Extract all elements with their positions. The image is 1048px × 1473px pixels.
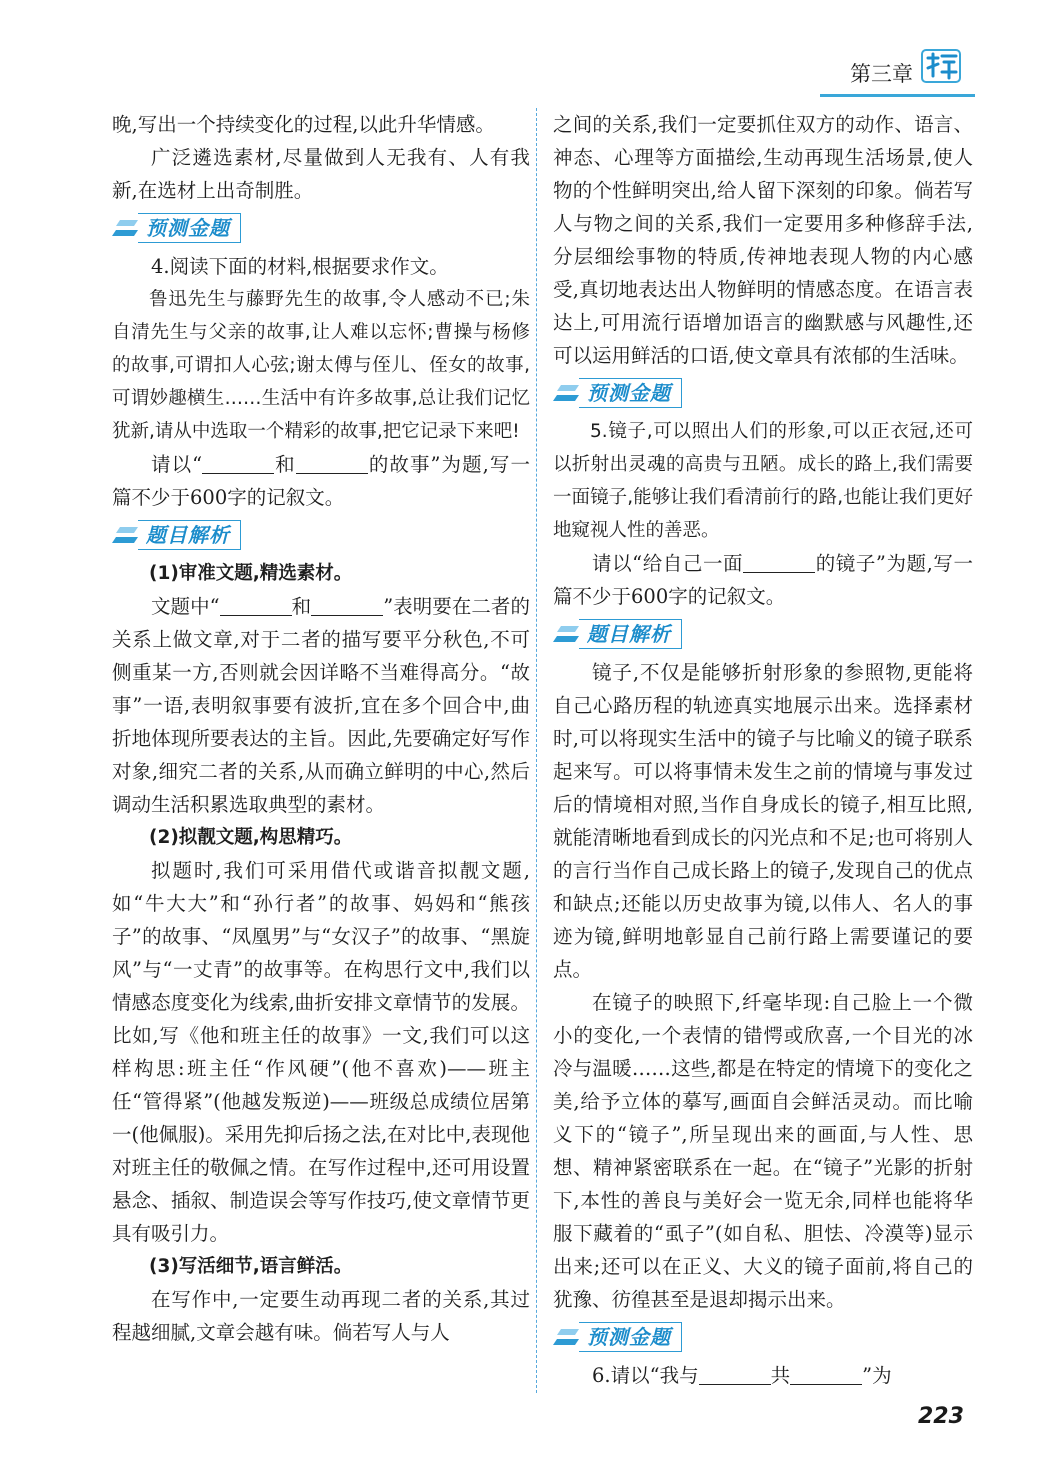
question-material: 5.镜子,可以照出人们的形象,可以正衣冠,还可以折射出灵魂的高贵与丑陋。成长的路上,我们需要一面镜子,能够让我们看清前行的路,也能让我们更好地窥视人性的善恶。: [553, 421, 973, 541]
text-fragment: 和: [291, 595, 312, 618]
stripes-icon: [112, 216, 138, 240]
section-heading-forecast: [553, 1319, 973, 1353]
left-column: [112, 108, 530, 1349]
paragraph: 拟题时,我们可采用借代或谐音拟靓文题,如“牛大大”和“孙行者”的故事、妈妈和“熊孩子”的故事、“凤凰男”与“女汉子”的故事、“黑旋风”与“一丈青”的故事等。在构思行文中,我们以情感态度变化为线索,曲折安排文章情节的发展。比如,写《他和班主任的故事》一文,我们可以这样构思:班主任“作风硬”(他不喜欢)——班主任“管得紧”(他越发叛逆)——班级总成绩位居第一(他佩服)。采用先抑后扬之法,在对比中,表现他对班主任的敬佩之情。在写作过程中,还可用设置悬念、插叙、制造误会等写作技巧,使文章情节更具有吸引力。: [112, 859, 530, 1245]
section-title: 预测金题: [587, 381, 671, 405]
fill-blank: [296, 451, 368, 474]
question-prompt: [553, 1359, 973, 1392]
text-fragment: 文题中“: [151, 595, 220, 618]
tanjiu-logo-icon: [920, 46, 964, 86]
text-fragment: 共: [770, 1364, 791, 1387]
fill-blank: [202, 451, 274, 474]
paragraph: 之间的关系,我们一定要抓住双方的动作、语言、神态、心理等方面描绘,生动再现生活场景,使人物的个性鲜明突出,给人留下深刻的印象。倘若写人与物之间的关系,我们一定要用多种修辞手法,分层细绘事物的特质,传神地表现人物的内心感受,真切地表达出人物鲜明的情感态度。在语言表达上,可用流行语增加语言的幽默感与风趣性,还可以运用鲜活的口语,使文章具有浓郁的生活味。: [553, 113, 973, 367]
section-title-box: [579, 1322, 682, 1352]
question-material: 鲁迅先生与藤野先生的故事,令人感动不已;朱自清先生与父亲的故事,让人难以忘怀;曹操与杨修的故事,可谓扣人心弦;谢太傅与侄儿、侄女的故事,可谓妙趣横生……生活中有许多故事,总让我们记忆犹新,请从中选取一个精彩的故事,把它记录下来吧!: [112, 289, 530, 442]
text-fragment: 的故事”为题,写一篇不少于600字的记叙文。: [112, 453, 530, 509]
section-title-box: [579, 378, 682, 408]
paragraph: 在写作中,一定要生动再现二者的关系,其过程越细腻,文章会越有味。倘若写人与人: [112, 1288, 530, 1344]
fill-blank: [743, 550, 815, 573]
section-heading-analysis: [112, 517, 530, 551]
fill-blank: [220, 593, 292, 616]
paragraph: 在镜子的映照下,纤毫毕现:自己脸上一个微小的变化,一个表情的错愕或欣喜,一个目光的冰冷与温暖……这些,都是在特定的情境下的变化之美,给予立体的摹写,画面自会鲜活灵动。而比喻义下的“镜子”,所呈现出来的画面,与人性、思想、精神紧密联系在一起。在“镜子”光影的折射下,本性的善良与美好会一览无余,同样也能将华服下藏着的“虱子”(如自私、胆怯、冷漠等)显示出来;还可以在正义、大义的镜子面前,将自己的犹豫、彷徨甚至是退却揭示出来。: [553, 991, 973, 1311]
column-divider: [536, 108, 537, 1393]
right-column: [553, 108, 973, 1392]
subheading: (2)拟靓文题,构思精巧。: [149, 827, 353, 848]
stripes-icon: [112, 523, 138, 547]
section-title-box: [138, 213, 241, 243]
section-title: 题目解析: [146, 523, 230, 547]
fill-blank: [790, 1362, 862, 1385]
section-title-box: [579, 619, 682, 649]
section-title: 预测金题: [587, 1325, 671, 1349]
stripes-icon: [553, 622, 579, 646]
section-heading-forecast: [553, 375, 973, 409]
subheading: (1)审准文题,精选素材。: [149, 563, 353, 584]
section-title-box: [138, 520, 241, 550]
text-fragment: 的镜子”为题,写一篇不少于600字的记叙文。: [553, 552, 973, 608]
paragraph: 广泛遴选素材,尽量做到人无我有、人有我新,在选材上出奇制胜。: [112, 146, 530, 202]
fill-blank: [311, 593, 383, 616]
question-requirement: [112, 448, 530, 514]
paragraph: 镜子,不仅是能够折射形象的参照物,更能将自己心路历程的轨迹真实地展示出来。选择素材时,可以将现实生活中的镜子与比喻义的镜子联系起来写。可以将事情未发生之前的情境与事发过后的情境相对照,当作自身成长的镜子,相互比照,就能清晰地看到成长的闪光点和不足;也可将别人的言行当作自己成长路上的镜子,发现自己的优点和缺点;还能以历史故事为镜,以伟人、名人的事迹为镜,鲜明地彰显自己前行路上需要谨记的要点。: [553, 661, 973, 981]
section-title: 题目解析: [587, 622, 671, 646]
page-number: 223: [918, 1404, 964, 1429]
stripes-icon: [553, 381, 579, 405]
fill-blank: [699, 1362, 771, 1385]
question-prompt: 4.阅读下面的材料,根据要求作文。: [151, 255, 449, 278]
paragraph: [112, 590, 530, 821]
stripes-icon: [553, 1325, 579, 1349]
text-fragment: ”为: [862, 1364, 892, 1387]
question-requirement: [553, 547, 973, 613]
text-fragment: 6.请以“我与: [592, 1364, 699, 1387]
text-fragment: 请以“: [151, 453, 203, 476]
text-fragment: 请以“给自己一面: [592, 552, 744, 575]
paragraph: 晚,写出一个持续变化的过程,以此升华情感。: [112, 113, 495, 136]
section-title: 预测金题: [146, 216, 230, 240]
text-fragment: 和: [274, 453, 296, 476]
header-rule: [820, 94, 975, 97]
text-fragment: ”表明要在二者的关系上做文章,对于二者的描写要平分秋色,不可侧重某一方,否则就会因详略不当难得高分。“故事”一语,表明叙事要有波折,宜在多个回合中,曲折地体现所要表达的主旨。因此,先要确定好写作对象,细究二者的关系,从而确立鲜明的中心,然后调动生活积累选取典型的素材。: [112, 595, 530, 816]
section-heading-forecast: [112, 210, 530, 244]
subheading: (3)写活细节,语言鲜活。: [149, 1256, 353, 1277]
chapter-label: 第三章: [850, 62, 913, 86]
section-heading-analysis: [553, 616, 973, 650]
